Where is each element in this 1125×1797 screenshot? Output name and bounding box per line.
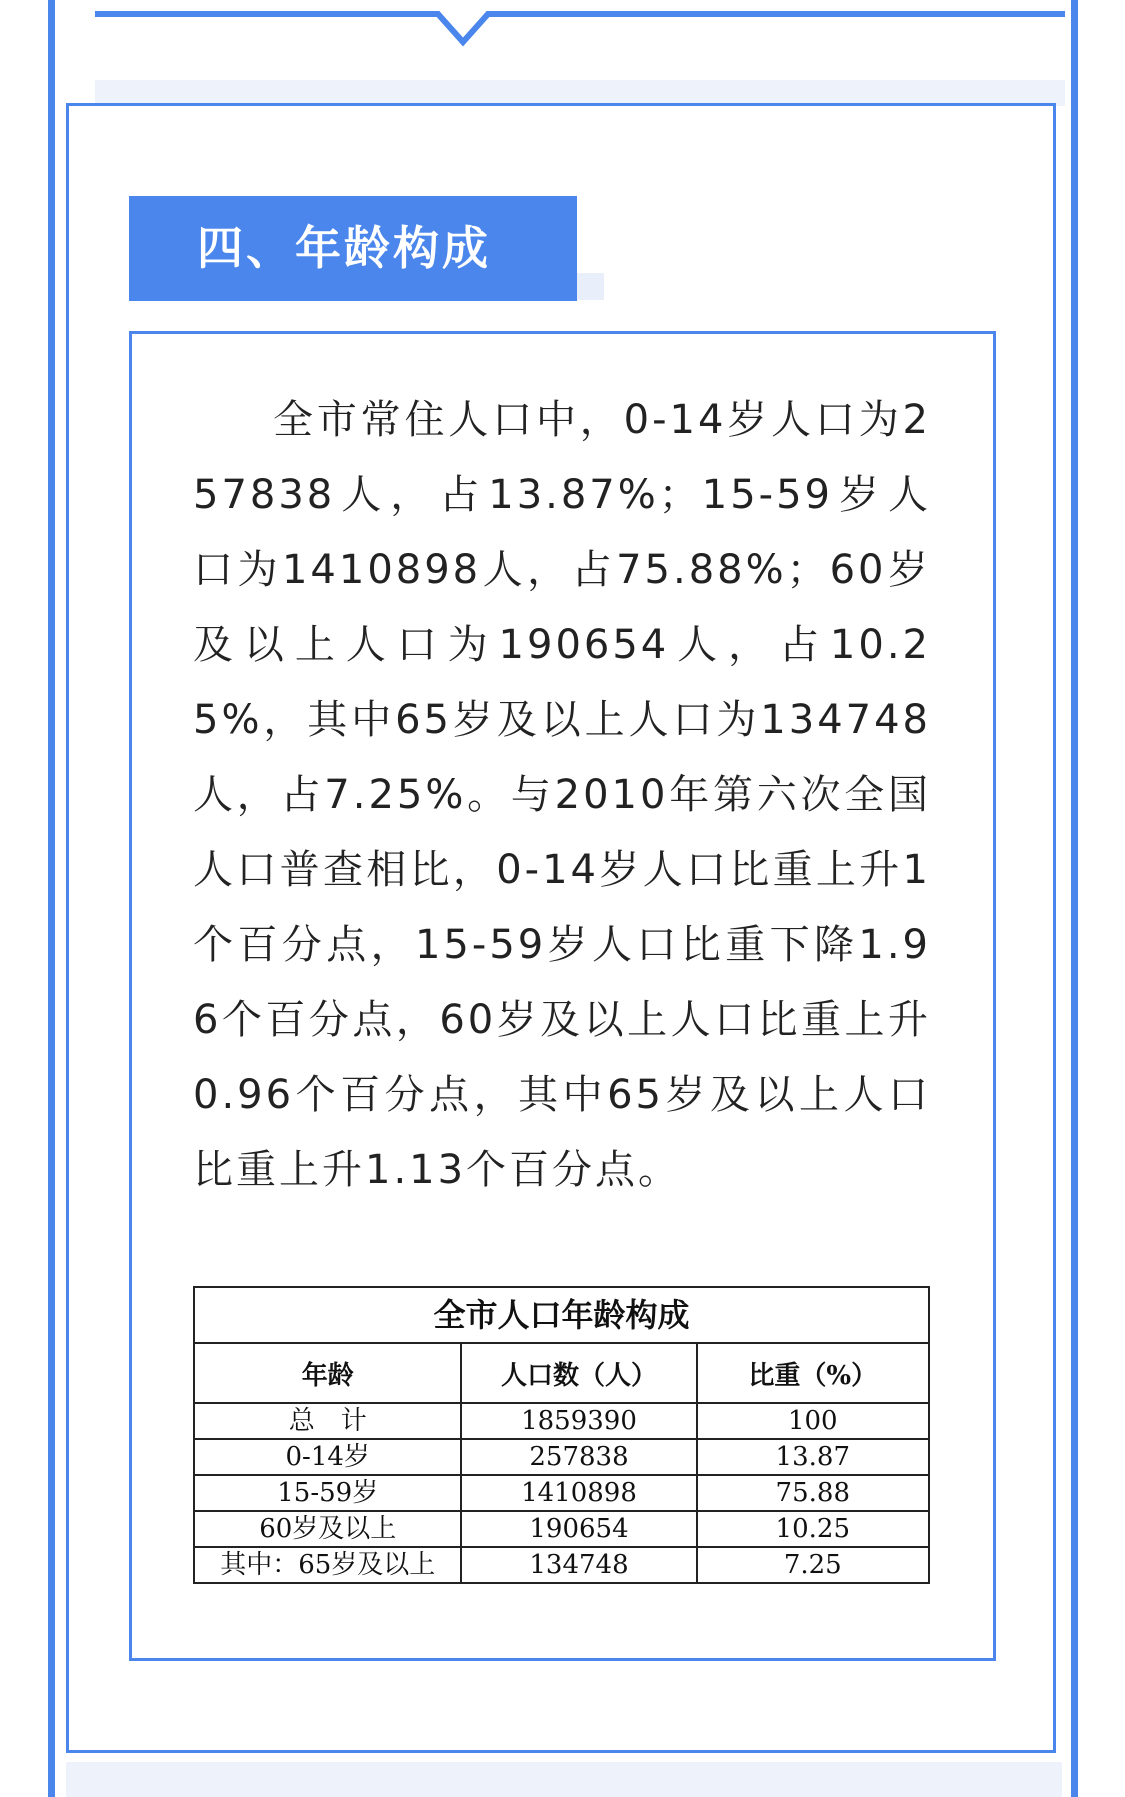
cell-age: 15-59岁 [194, 1475, 461, 1511]
cell-age: 60岁及以上 [194, 1511, 461, 1547]
cell-population: 190654 [461, 1511, 696, 1547]
cell-age: 总 计 [194, 1403, 461, 1439]
section-heading: 四、年龄构成 [129, 196, 577, 301]
header-population: 人口数（人） [461, 1343, 696, 1403]
table-header-row [194, 1343, 929, 1403]
top-divider-chevron [95, 0, 1065, 60]
cell-ratio: 75.88 [697, 1475, 929, 1511]
cell-population: 134748 [461, 1547, 696, 1583]
right-border-rail [1071, 0, 1078, 1797]
cell-ratio: 100 [697, 1403, 929, 1439]
pale-band-bottom [66, 1762, 1062, 1797]
cell-population: 1410898 [461, 1475, 696, 1511]
table-row [194, 1475, 929, 1511]
body-paragraph: 全市常住人口中，0-14岁人口为257838人，占13.87%；15-59岁人口为1410898人，占75.88%；60岁及以上人口为190654人，占10.25%，其中65岁及以上人口为134748人，占7.25%。与2010年第六次全国人口普查相比，0-14岁人口比重上升1个百分点，15-59岁人口比重下降1.96个百分点，60岁及以上人口比重上升0.96个百分点，其中65岁及以上人口比重上升1.13个百分点。 [193, 397, 931, 1193]
header-ratio: 比重（%） [697, 1343, 929, 1403]
cell-ratio: 13.87 [697, 1439, 929, 1475]
cell-ratio: 10.25 [697, 1511, 929, 1547]
table-title: 全市人口年龄构成 [193, 1286, 930, 1342]
cell-ratio: 7.25 [697, 1547, 929, 1583]
cell-population: 257838 [461, 1439, 696, 1475]
cell-population: 1859390 [461, 1403, 696, 1439]
table-row [194, 1511, 929, 1547]
cell-age: 0-14岁 [194, 1439, 461, 1475]
table-row [194, 1547, 929, 1583]
age-structure-table [193, 1286, 930, 1584]
cell-age: 其中：65岁及以上 [194, 1547, 461, 1583]
header-age: 年龄 [194, 1343, 461, 1403]
table-row [194, 1439, 929, 1475]
left-border-rail [48, 0, 55, 1797]
table-row [194, 1403, 929, 1439]
